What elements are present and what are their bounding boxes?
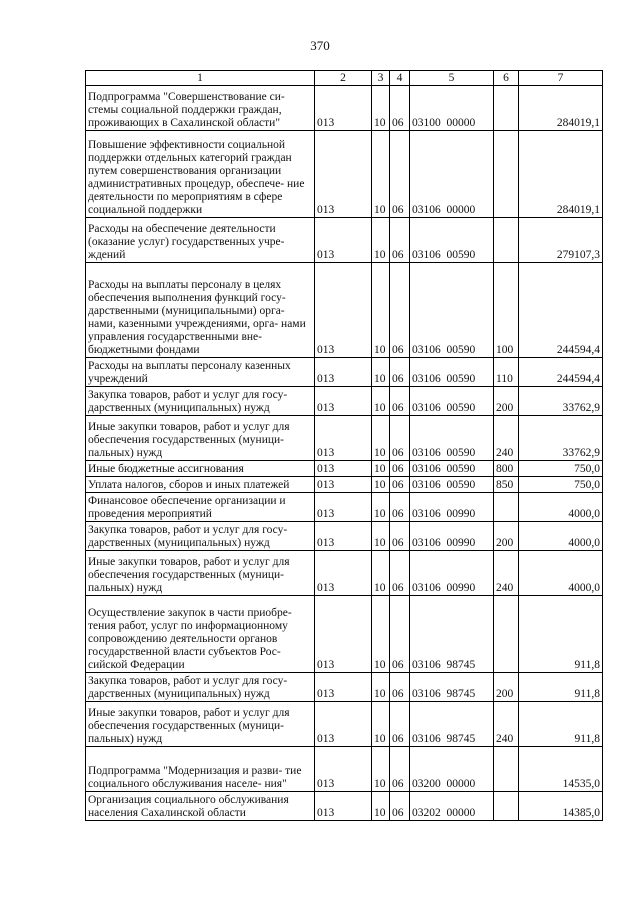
row-name-cell: Расходы на выплаты персоналу казенных учреждений xyxy=(86,358,315,387)
row-code-4-cell: 06 xyxy=(390,551,410,596)
row-code-3-cell: 10 xyxy=(372,416,390,461)
column-header-5: 5 xyxy=(410,71,494,86)
row-code-3-cell: 10 xyxy=(372,131,390,218)
table-row xyxy=(86,673,603,702)
row-code-6-cell xyxy=(494,747,519,792)
row-code-4-cell: 06 xyxy=(390,131,410,218)
row-code-4-cell: 06 xyxy=(390,493,410,522)
row-code-5-cell: 03106 00990 xyxy=(410,551,494,596)
row-code-6-cell xyxy=(494,86,519,131)
row-code-5-cell: 03106 00590 xyxy=(410,358,494,387)
row-code-5-cell: 03106 00590 xyxy=(410,477,494,493)
row-name-cell: Закупка товаров, работ и услуг для госу- дарственных (муниципальных) нужд xyxy=(86,387,315,416)
row-code-6-cell: 240 xyxy=(494,416,519,461)
table-row xyxy=(86,387,603,416)
row-amount-cell: 750,0 xyxy=(519,477,603,493)
row-code-4-cell: 06 xyxy=(390,477,410,493)
row-code-2-cell: 013 xyxy=(315,747,372,792)
row-code-2-cell: 013 xyxy=(315,358,372,387)
row-code-5-cell: 03106 98745 xyxy=(410,673,494,702)
row-amount-cell: 284019,1 xyxy=(519,131,603,218)
row-code-6-cell: 240 xyxy=(494,551,519,596)
row-code-2-cell: 013 xyxy=(315,263,372,358)
row-code-5-cell: 03202 00000 xyxy=(410,792,494,821)
column-header-6: 6 xyxy=(494,71,519,86)
row-code-2-cell: 013 xyxy=(315,702,372,747)
table-row xyxy=(86,702,603,747)
row-code-2-cell: 013 xyxy=(315,86,372,131)
row-code-3-cell: 10 xyxy=(372,86,390,131)
row-code-5-cell: 03106 98745 xyxy=(410,702,494,747)
table-row xyxy=(86,596,603,673)
table-row xyxy=(86,493,603,522)
row-amount-cell: 14535,0 xyxy=(519,747,603,792)
row-amount-cell: 14385,0 xyxy=(519,792,603,821)
table-row xyxy=(86,416,603,461)
row-code-3-cell: 10 xyxy=(372,493,390,522)
row-code-2-cell: 013 xyxy=(315,551,372,596)
table-row xyxy=(86,218,603,263)
budget-table xyxy=(85,70,603,821)
row-name-cell: Организация социального обслуживания населения Сахалинской области xyxy=(86,792,315,821)
row-code-4-cell: 06 xyxy=(390,596,410,673)
row-name-cell: Расходы на выплаты персоналу в целях обеспечения выполнения функций госу- дарственными (муниципальными) орга- нами, казенными учреждениями, орга- нами управления государственными вне- бюджетными фондами xyxy=(86,263,315,358)
row-amount-cell: 911,8 xyxy=(519,596,603,673)
row-name-cell: Иные закупки товаров, работ и услуг для обеспечения государственных (муници- пальных) нужд xyxy=(86,551,315,596)
row-code-4-cell: 06 xyxy=(390,387,410,416)
row-amount-cell: 4000,0 xyxy=(519,522,603,551)
row-code-4-cell: 06 xyxy=(390,522,410,551)
row-code-5-cell: 03200 00000 xyxy=(410,747,494,792)
row-code-3-cell: 10 xyxy=(372,358,390,387)
row-code-5-cell: 03106 00590 xyxy=(410,387,494,416)
row-code-2-cell: 013 xyxy=(315,218,372,263)
row-amount-cell: 4000,0 xyxy=(519,551,603,596)
table-row xyxy=(86,477,603,493)
row-code-4-cell: 06 xyxy=(390,747,410,792)
row-amount-cell: 244594,4 xyxy=(519,263,603,358)
row-code-6-cell xyxy=(494,792,519,821)
row-name-cell: Уплата налогов, сборов и иных платежей xyxy=(86,477,315,493)
row-code-5-cell: 03106 98745 xyxy=(410,596,494,673)
row-name-cell: Подпрограмма "Модернизация и разви- тие социального обслуживания населе- ния" xyxy=(86,747,315,792)
row-code-3-cell: 10 xyxy=(372,263,390,358)
row-code-4-cell: 06 xyxy=(390,792,410,821)
row-code-2-cell: 013 xyxy=(315,416,372,461)
table-row xyxy=(86,86,603,131)
row-code-4-cell: 06 xyxy=(390,86,410,131)
column-header-7: 7 xyxy=(519,71,603,86)
row-code-3-cell: 10 xyxy=(372,387,390,416)
row-code-4-cell: 06 xyxy=(390,702,410,747)
row-code-5-cell: 03106 00590 xyxy=(410,263,494,358)
row-code-2-cell: 013 xyxy=(315,522,372,551)
table-row xyxy=(86,263,603,358)
row-code-2-cell: 013 xyxy=(315,493,372,522)
row-code-5-cell: 03100 00000 xyxy=(410,86,494,131)
table-row xyxy=(86,792,603,821)
row-code-2-cell: 013 xyxy=(315,477,372,493)
row-code-4-cell: 06 xyxy=(390,461,410,477)
table-row xyxy=(86,551,603,596)
row-code-3-cell: 10 xyxy=(372,522,390,551)
row-amount-cell: 244594,4 xyxy=(519,358,603,387)
table-row xyxy=(86,461,603,477)
page-number: 370 xyxy=(310,38,330,53)
row-code-3-cell: 10 xyxy=(372,551,390,596)
row-code-6-cell: 240 xyxy=(494,702,519,747)
row-amount-cell: 284019,1 xyxy=(519,86,603,131)
row-code-3-cell: 10 xyxy=(372,596,390,673)
row-code-3-cell: 10 xyxy=(372,218,390,263)
row-code-5-cell: 03106 00000 xyxy=(410,131,494,218)
row-code-5-cell: 03106 00990 xyxy=(410,522,494,551)
column-header-1: 1 xyxy=(86,71,315,86)
row-code-2-cell: 013 xyxy=(315,387,372,416)
row-code-6-cell: 110 xyxy=(494,358,519,387)
row-name-cell: Повышение эффективности социальной поддержки отдельных категорий граждан путем совершенствования организации административных процедур, обеспече- ние деятельности по мероприятиям в сфере социальной поддержки xyxy=(86,131,315,218)
row-code-3-cell: 10 xyxy=(372,747,390,792)
row-code-5-cell: 03106 00590 xyxy=(410,416,494,461)
row-code-3-cell: 10 xyxy=(372,792,390,821)
row-code-2-cell: 013 xyxy=(315,461,372,477)
row-code-4-cell: 06 xyxy=(390,673,410,702)
row-name-cell: Иные закупки товаров, работ и услуг для обеспечения государственных (муници- пальных) нужд xyxy=(86,702,315,747)
row-code-6-cell: 800 xyxy=(494,461,519,477)
row-amount-cell: 911,8 xyxy=(519,702,603,747)
column-header-3: 3 xyxy=(372,71,390,86)
table-row xyxy=(86,358,603,387)
row-code-4-cell: 06 xyxy=(390,218,410,263)
row-code-6-cell: 200 xyxy=(494,387,519,416)
row-name-cell: Расходы на обеспечение деятельности (оказание услуг) государственных учре- ждений xyxy=(86,218,315,263)
row-code-6-cell: 100 xyxy=(494,263,519,358)
row-amount-cell: 4000,0 xyxy=(519,493,603,522)
row-name-cell: Финансовое обеспечение организации и проведения мероприятий xyxy=(86,493,315,522)
column-header-4: 4 xyxy=(390,71,410,86)
row-code-6-cell xyxy=(494,493,519,522)
row-code-5-cell: 03106 00590 xyxy=(410,461,494,477)
row-code-2-cell: 013 xyxy=(315,596,372,673)
row-code-4-cell: 06 xyxy=(390,358,410,387)
table-header-row xyxy=(86,71,603,86)
column-header-2: 2 xyxy=(315,71,372,86)
row-code-6-cell: 200 xyxy=(494,673,519,702)
table-row xyxy=(86,747,603,792)
row-code-3-cell: 10 xyxy=(372,477,390,493)
row-code-3-cell: 10 xyxy=(372,673,390,702)
row-amount-cell: 911,8 xyxy=(519,673,603,702)
row-name-cell: Осуществление закупок в части приобре- тения работ, услуг по информационному сопровождению деятельности органов государственной власти субъектов Рос- сийской Федерации xyxy=(86,596,315,673)
row-code-4-cell: 06 xyxy=(390,263,410,358)
row-name-cell: Закупка товаров, работ и услуг для госу- дарственных (муниципальных) нужд xyxy=(86,522,315,551)
table-row xyxy=(86,131,603,218)
row-code-6-cell xyxy=(494,218,519,263)
row-code-2-cell: 013 xyxy=(315,673,372,702)
row-name-cell: Закупка товаров, работ и услуг для госу- дарственных (муниципальных) нужд xyxy=(86,673,315,702)
row-code-6-cell xyxy=(494,131,519,218)
row-code-5-cell: 03106 00590 xyxy=(410,218,494,263)
row-code-2-cell: 013 xyxy=(315,131,372,218)
row-amount-cell: 750,0 xyxy=(519,461,603,477)
row-code-2-cell: 013 xyxy=(315,792,372,821)
row-code-4-cell: 06 xyxy=(390,416,410,461)
row-code-6-cell xyxy=(494,596,519,673)
row-code-3-cell: 10 xyxy=(372,461,390,477)
row-name-cell: Иные закупки товаров, работ и услуг для обеспечения государственных (муници- пальных) нужд xyxy=(86,416,315,461)
row-amount-cell: 33762,9 xyxy=(519,387,603,416)
row-name-cell: Иные бюджетные ассигнования xyxy=(86,461,315,477)
row-code-6-cell: 200 xyxy=(494,522,519,551)
row-amount-cell: 279107,3 xyxy=(519,218,603,263)
row-code-3-cell: 10 xyxy=(372,702,390,747)
row-code-6-cell: 850 xyxy=(494,477,519,493)
row-amount-cell: 33762,9 xyxy=(519,416,603,461)
table-row xyxy=(86,522,603,551)
row-name-cell: Подпрограмма "Совершенствование си- стемы социальной поддержки граждан, проживающих в Сахалинской области" xyxy=(86,86,315,131)
row-code-5-cell: 03106 00990 xyxy=(410,493,494,522)
